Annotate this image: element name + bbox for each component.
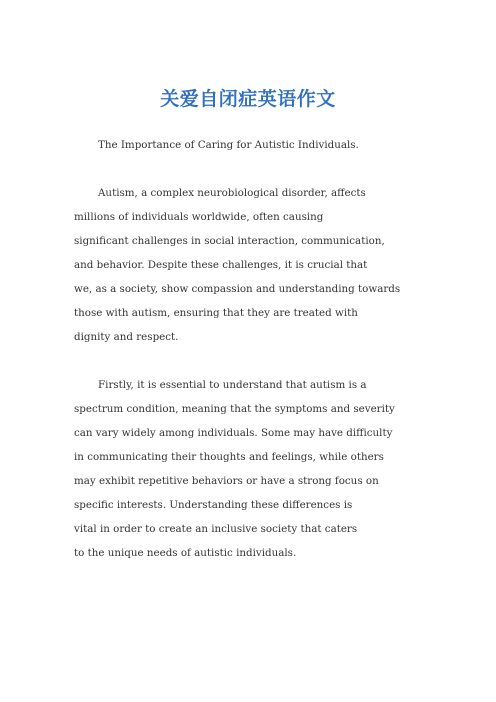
paragraph-1-line: significant challenges in social interaction, communication, — [74, 235, 385, 247]
paragraph-1-line: and behavior. Despite these challenges, it is crucial that — [74, 259, 368, 271]
paragraph-2-line: may exhibit repetitive behaviors or have a strong focus on — [74, 475, 379, 487]
paragraph-2-line: to the unique needs of autistic individuals. — [74, 547, 297, 559]
paragraph-2-line: vital in order to create an inclusive society that caters — [74, 523, 358, 535]
paragraph-2-line: spectrum condition, meaning that the symptoms and severity — [74, 403, 395, 415]
paragraph-1-line: those with autism, ensuring that they are treated with — [74, 307, 358, 319]
subtitle: The Importance of Caring for Autistic Individuals. — [98, 139, 359, 151]
paragraph-2-line: specific interests. Understanding these differences is — [74, 499, 353, 511]
paragraph-2-line: Firstly, it is essential to understand that autism is a — [98, 379, 367, 391]
paragraph-2-line: can vary widely among individuals. Some may have difficulty — [74, 427, 393, 439]
paragraph-1-line: Autism, a complex neurobiological disorder, affects — [98, 187, 366, 199]
document-title: 关爱自闭症英语作文 — [160, 88, 336, 110]
paragraph-1-line: we, as a society, show compassion and understanding towards — [74, 283, 401, 295]
paragraph-1-line: dignity and respect. — [74, 331, 179, 343]
paragraph-1-line: millions of individuals worldwide, often causing — [74, 211, 324, 223]
paragraph-2-line: in communicating their thoughts and feelings, while others — [74, 451, 384, 463]
